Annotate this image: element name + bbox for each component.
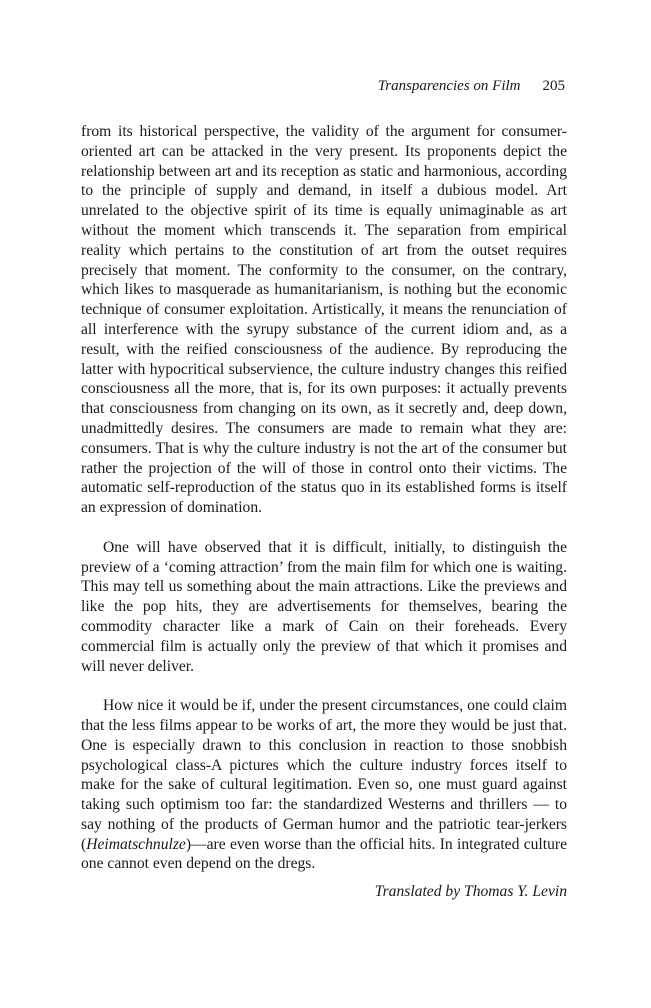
running-head-title: Transparencies on Film: [377, 78, 521, 94]
paragraph-3-text-a: How nice it would be if, under the present circumstances, one could claim that the less films appear to be works of art, the more they would be just that. One is especially drawn to this conclusion in reaction to those snobbish psychological class-A pictures which the culture industry forces itself to make for the sake of cultural legitimation. Even so, one must guard against taking such optimism too far: the standardized Westerns and thrillers — to say nothing of the products of German humor and the patriotic tear-jerkers (: [81, 697, 567, 853]
paragraph-3-text-b: )—are even worse than the official hits. In integrated culture one cannot even depend on the dregs.: [81, 835, 567, 873]
paragraph-3-italic-term: Heimatschnulze: [86, 835, 186, 853]
paragraph-2: One will have observed that it is difficult, initially, to distinguish the preview of a ‘coming attraction’ from the main film for which one is waiting. This may tell us something about the main attractions. Like the previews and like the pop hits, they are advertisements for themselves, bearing the commodity character like a mark of Cain on their foreheads. Every commercial film is actually only the preview of that which it promises and will never deliver.: [81, 538, 567, 675]
paragraph-1: from its historical perspective, the validity of the argument for consumer-oriented art can be attacked in the very present. Its proponents depict the relationship between art and its reception as static and harmonious, according to the principle of supply and demand, in itself a dubious model. Art unrelated to the objective spirit of its time is equally unimaginable as art without the moment which transcends it. The separation from empirical reality which pertains to the constitution of art from the outset requires precisely that moment. The conformity to the consumer, on the contrary, which likes to masquerade as humanitarianism, is nothing but the economic technique of consumer exploitation. Artistically, it means the renunciation of all interference with the syrupy substance of the current idiom and, as a result, with the reified consciousness of the audience. By reproducing the latter with hypocritical subservience, the culture industry changes this reified consciousness all the more, that is, for its own purposes: it actually prevents that consciousness from changing on its own, as it secretly and, deep down, unadmittedly desires. The consumers are made to remain what they are: consumers. That is why the culture industry is not the art of the consumer but rather the projection of the will of those in control onto their victims. The automatic self-reproduction of the status quo in its established forms is itself an expression of domination.: [81, 123, 567, 517]
page-number: 205: [542, 78, 565, 94]
running-head: [378, 76, 565, 96]
translator-credit: Translated by Thomas Y. Levin: [374, 883, 567, 901]
body-text: [81, 122, 567, 902]
paragraph-3: [81, 696, 567, 874]
